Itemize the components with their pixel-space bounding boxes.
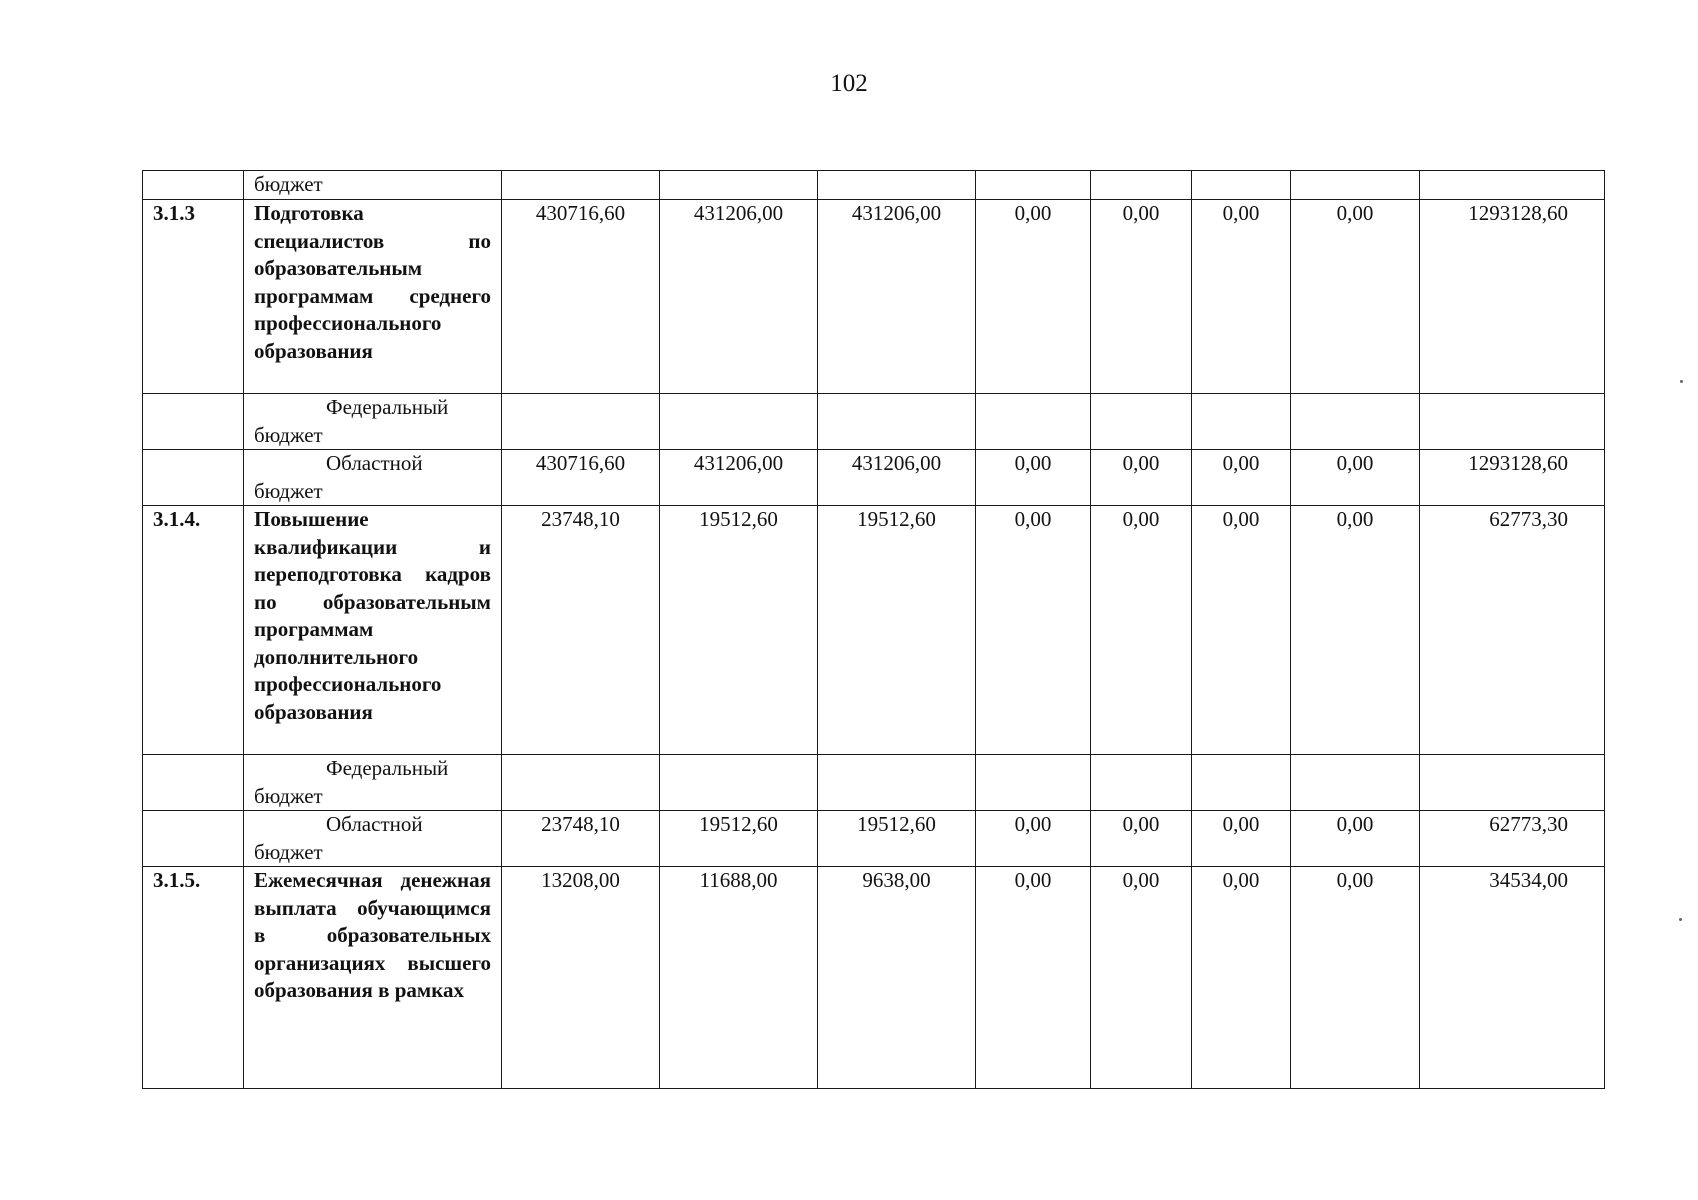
total-cell: [1420, 394, 1605, 450]
value-cell: 431206,00: [660, 450, 818, 506]
value-cell: 0,00: [1291, 811, 1420, 867]
total-cell: 34534,00: [1420, 867, 1605, 1089]
value-cell: 0,00: [1091, 506, 1192, 755]
table-row: [143, 755, 1605, 811]
value-cell: 0,00: [1192, 450, 1291, 506]
value-cell: 431206,00: [818, 450, 976, 506]
value-cell: [818, 171, 976, 200]
value-cell: 0,00: [1291, 450, 1420, 506]
scan-speck: [1680, 380, 1683, 383]
row-name: Федеральный бюджет: [244, 394, 502, 450]
row-number: [143, 811, 244, 867]
row-name: Федеральный бюджет: [244, 755, 502, 811]
value-cell: [818, 394, 976, 450]
row-name: Ежемесячная денежная выплата обучающимся в образовательных организациях высшего образования в рамках: [244, 867, 502, 1089]
value-cell: 0,00: [1291, 867, 1420, 1089]
value-cell: [976, 394, 1091, 450]
total-cell: 62773,30: [1420, 811, 1605, 867]
value-cell: 430716,60: [502, 200, 660, 394]
value-cell: [502, 394, 660, 450]
row-number: 3.1.5.: [143, 867, 244, 1089]
table-row: [143, 811, 1605, 867]
value-cell: 0,00: [976, 867, 1091, 1089]
row-name: Областной бюджет: [244, 450, 502, 506]
total-cell: 1293128,60: [1420, 200, 1605, 394]
row-number: [143, 755, 244, 811]
value-cell: [1291, 171, 1420, 200]
row-number: 3.1.3: [143, 200, 244, 394]
value-cell: 0,00: [976, 450, 1091, 506]
total-cell: 1293128,60: [1420, 450, 1605, 506]
value-cell: [502, 171, 660, 200]
value-cell: 19512,60: [660, 506, 818, 755]
value-cell: [1291, 394, 1420, 450]
value-cell: [976, 171, 1091, 200]
value-cell: [1091, 755, 1192, 811]
total-cell: 62773,30: [1420, 506, 1605, 755]
row-number: [143, 171, 244, 200]
value-cell: [1192, 755, 1291, 811]
table-row: [143, 450, 1605, 506]
value-cell: [976, 755, 1091, 811]
row-name: Областной бюджет: [244, 811, 502, 867]
total-cell: [1420, 755, 1605, 811]
value-cell: 23748,10: [502, 506, 660, 755]
value-cell: 0,00: [1192, 811, 1291, 867]
value-cell: [660, 171, 818, 200]
value-cell: 431206,00: [660, 200, 818, 394]
value-cell: 19512,60: [818, 811, 976, 867]
row-name: Подготовка специалистов по образовательным программам среднего профессионального образования: [244, 200, 502, 394]
value-cell: 0,00: [1091, 450, 1192, 506]
value-cell: [660, 755, 818, 811]
value-cell: 0,00: [1192, 506, 1291, 755]
value-cell: 431206,00: [818, 200, 976, 394]
row-name: Повышение квалификации и переподготовка кадров по образовательным программам дополнительного профессионального образования: [244, 506, 502, 755]
budget-table: [142, 170, 1605, 1089]
total-cell: [1420, 171, 1605, 200]
value-cell: 19512,60: [660, 811, 818, 867]
table-row: [143, 171, 1605, 200]
row-number: [143, 450, 244, 506]
value-cell: [818, 755, 976, 811]
table-row: [143, 867, 1605, 1089]
page-number: 102: [830, 70, 868, 97]
value-cell: [1091, 394, 1192, 450]
value-cell: [660, 394, 818, 450]
value-cell: 0,00: [1091, 811, 1192, 867]
value-cell: 23748,10: [502, 811, 660, 867]
value-cell: 0,00: [1192, 867, 1291, 1089]
value-cell: [1291, 755, 1420, 811]
row-number: 3.1.4.: [143, 506, 244, 755]
value-cell: 0,00: [1291, 506, 1420, 755]
value-cell: [1091, 171, 1192, 200]
value-cell: 0,00: [1091, 200, 1192, 394]
value-cell: [1192, 171, 1291, 200]
value-cell: 0,00: [976, 811, 1091, 867]
row-name: бюджет: [244, 171, 502, 200]
value-cell: 0,00: [1192, 200, 1291, 394]
value-cell: 0,00: [1291, 200, 1420, 394]
value-cell: 430716,60: [502, 450, 660, 506]
value-cell: 0,00: [976, 200, 1091, 394]
table-row: [143, 506, 1605, 755]
table-row: [143, 394, 1605, 450]
value-cell: 13208,00: [502, 867, 660, 1089]
value-cell: [502, 755, 660, 811]
value-cell: 9638,00: [818, 867, 976, 1089]
row-number: [143, 394, 244, 450]
value-cell: 11688,00: [660, 867, 818, 1089]
value-cell: 0,00: [976, 506, 1091, 755]
value-cell: 19512,60: [818, 506, 976, 755]
table-row: [143, 200, 1605, 394]
value-cell: [1192, 394, 1291, 450]
value-cell: 0,00: [1091, 867, 1192, 1089]
scan-speck: [1679, 918, 1682, 921]
